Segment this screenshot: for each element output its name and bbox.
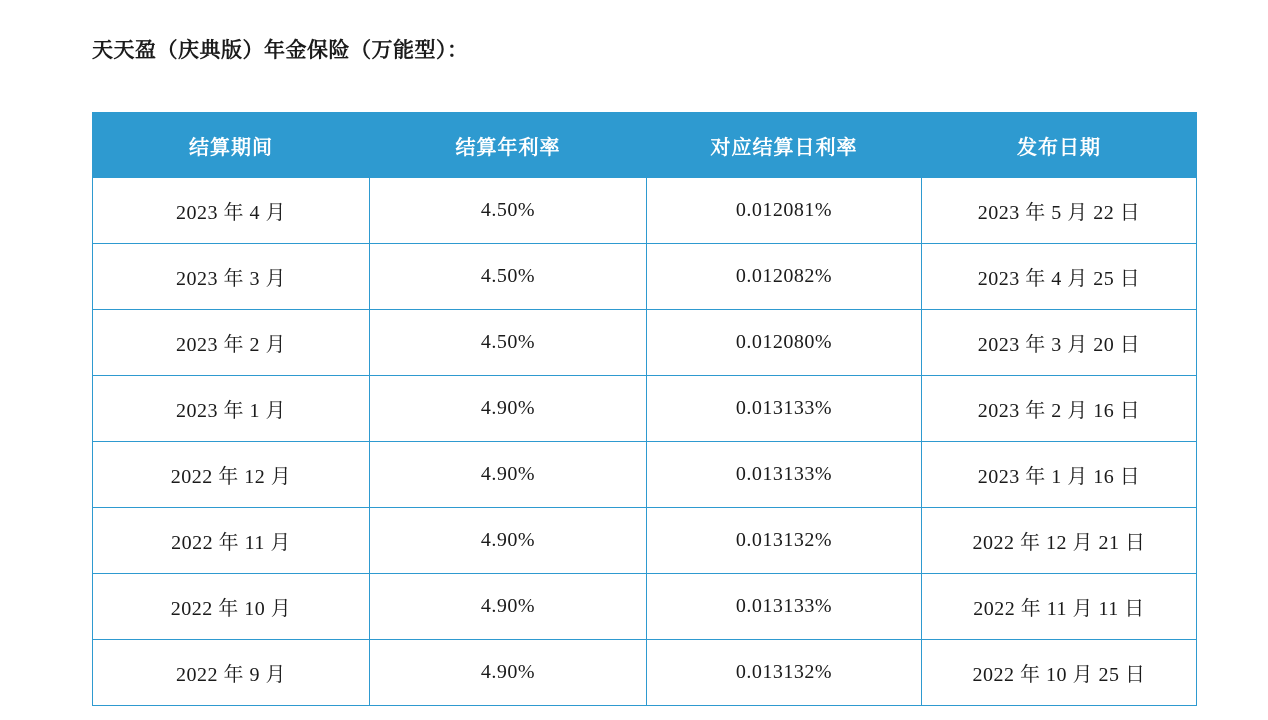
cell-daily-rate: 0.013133% <box>647 574 922 640</box>
table-row <box>93 640 1197 706</box>
cell-daily-rate: 0.013132% <box>647 508 922 574</box>
cell-publish-date: 2023 年 4 月 25 日 <box>922 244 1197 310</box>
cell-annual-rate: 4.90% <box>370 376 647 442</box>
cell-period: 2022 年 11 月 <box>93 508 370 574</box>
cell-period: 2023 年 2 月 <box>93 310 370 376</box>
table-row <box>93 574 1197 640</box>
cell-daily-rate: 0.013133% <box>647 376 922 442</box>
cell-daily-rate: 0.012081% <box>647 178 922 244</box>
table-body <box>93 178 1197 706</box>
cell-period: 2022 年 9 月 <box>93 640 370 706</box>
settlement-rate-table <box>92 112 1197 706</box>
cell-daily-rate: 0.012080% <box>647 310 922 376</box>
cell-period: 2022 年 12 月 <box>93 442 370 508</box>
cell-period: 2023 年 1 月 <box>93 376 370 442</box>
settlement-rate-table-container <box>92 112 1196 706</box>
column-header-annual-rate: 结算年利率 <box>370 113 647 178</box>
cell-daily-rate: 0.013133% <box>647 442 922 508</box>
column-header-period: 结算期间 <box>93 113 370 178</box>
cell-annual-rate: 4.90% <box>370 442 647 508</box>
table-row <box>93 376 1197 442</box>
table-row <box>93 310 1197 376</box>
cell-annual-rate: 4.90% <box>370 574 647 640</box>
page-title: 天天盈（庆典版）年金保险（万能型）： <box>92 39 469 62</box>
table-row <box>93 508 1197 574</box>
column-header-daily-rate: 对应结算日利率 <box>647 113 922 178</box>
cell-annual-rate: 4.50% <box>370 244 647 310</box>
column-header-publish-date: 发布日期 <box>922 113 1197 178</box>
cell-publish-date: 2022 年 10 月 25 日 <box>922 640 1197 706</box>
cell-period: 2023 年 3 月 <box>93 244 370 310</box>
table-row <box>93 244 1197 310</box>
cell-annual-rate: 4.90% <box>370 508 647 574</box>
cell-period: 2023 年 4 月 <box>93 178 370 244</box>
cell-annual-rate: 4.50% <box>370 310 647 376</box>
cell-daily-rate: 0.013132% <box>647 640 922 706</box>
cell-period: 2022 年 10 月 <box>93 574 370 640</box>
cell-publish-date: 2023 年 1 月 16 日 <box>922 442 1197 508</box>
cell-publish-date: 2023 年 5 月 22 日 <box>922 178 1197 244</box>
table-header-row <box>93 113 1197 178</box>
cell-daily-rate: 0.012082% <box>647 244 922 310</box>
cell-annual-rate: 4.50% <box>370 178 647 244</box>
table-header <box>93 113 1197 178</box>
cell-publish-date: 2022 年 11 月 11 日 <box>922 574 1197 640</box>
cell-publish-date: 2023 年 3 月 20 日 <box>922 310 1197 376</box>
table-row <box>93 442 1197 508</box>
table-row <box>93 178 1197 244</box>
cell-publish-date: 2023 年 2 月 16 日 <box>922 376 1197 442</box>
cell-annual-rate: 4.90% <box>370 640 647 706</box>
cell-publish-date: 2022 年 12 月 21 日 <box>922 508 1197 574</box>
